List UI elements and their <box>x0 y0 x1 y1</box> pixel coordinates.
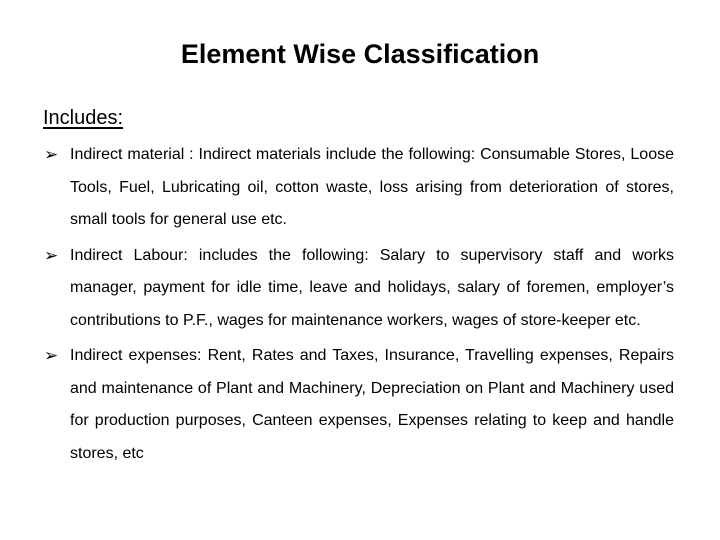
arrow-bullet-icon: ➢ <box>44 145 59 165</box>
includes-heading: Includes: <box>43 107 124 129</box>
bullet-list <box>44 139 674 473</box>
bullet-text: Rent, Rates and Taxes, Insurance, Travelling expenses, Repairs and maintenance of Plant and Machinery, Depreciation on Plant and Machinery used for production purposes, Canteen expenses, Expenses relating to keep and handle stores, etc <box>70 347 675 462</box>
bullet-item-indirect-material <box>44 139 674 237</box>
bullet-term: Indirect material <box>70 146 185 163</box>
bullet-item-indirect-expenses <box>44 340 674 470</box>
bullet-item-indirect-labour <box>44 240 674 338</box>
bullet-separator: : <box>184 146 199 163</box>
slide-title: Element Wise Classification <box>180 39 540 69</box>
bullet-text: Indirect materials include the following: Consumable Stores, Loose Tools, Fuel, Lubricating oil, cotton waste, loss arising from deterioration of stores, small tools for general use etc. <box>70 146 675 228</box>
bullet-text: includes the following: Salary to supervisory staff and works manager, payment for idle time, leave and holidays, salary of foremen, employer’s contributions to P.F., wages for maintenance workers, wages of store-keeper etc. <box>70 246 674 329</box>
bullet-separator: : <box>183 246 199 264</box>
bullet-term: Indirect expenses <box>70 347 198 364</box>
bullet-separator: : <box>197 347 208 364</box>
bullet-term: Indirect Labour <box>70 246 184 264</box>
arrow-bullet-icon: ➢ <box>44 245 59 266</box>
arrow-bullet-icon: ➢ <box>44 346 59 366</box>
